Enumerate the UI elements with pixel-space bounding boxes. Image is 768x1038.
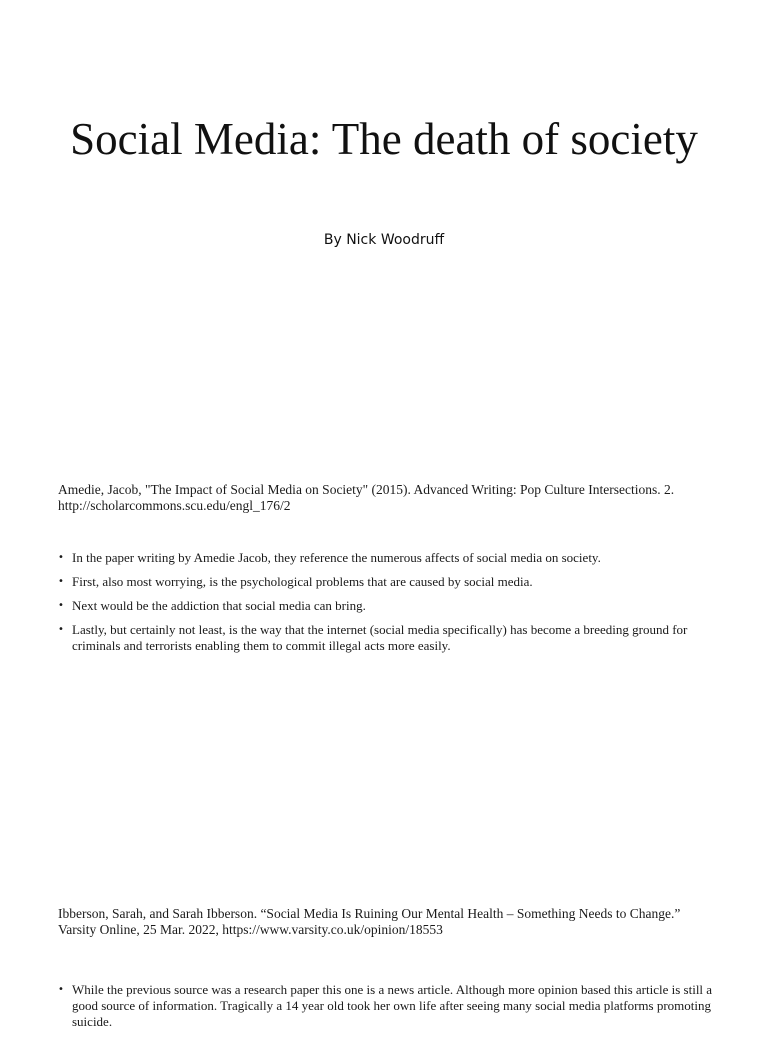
author-byline: By Nick Woodruff: [323, 232, 445, 248]
list-item: [58, 982, 718, 1030]
source-citation: Ibberson, Sarah, and Sarah Ibberson. “Social Media Is Ruining Our Mental Health – Something Needs to Change.” Varsity Online, 25 Mar. 2022, https://www.varsity.co.uk/opinion/18553: [58, 906, 681, 937]
source-summary-list: [58, 550, 718, 662]
source-summary-list: [58, 982, 718, 1038]
bullet-text: Lastly, but certainly not least, is the way that the internet (social media specifically) has become a breeding ground for criminals and terrorists enabling them to commit illegal acts more easily.: [72, 622, 688, 653]
list-item: [58, 550, 718, 566]
list-item: [58, 622, 718, 654]
bullet-icon: •: [58, 552, 64, 563]
bullet-text: Next would be the addiction that social media can bring.: [72, 598, 366, 613]
bullet-icon: •: [58, 600, 64, 611]
list-item: [58, 598, 718, 614]
bullet-text: While the previous source was a research paper this one is a news article. Although more opinion based this article is still a good source of information. Tragically a 14 year old took her own life after seeing many social media platforms promoting suicide.: [72, 982, 713, 1029]
bullet-text: First, also most worrying, is the psychological problems that are caused by social media.: [72, 574, 533, 589]
bullet-icon: •: [58, 624, 64, 635]
bullet-text: In the paper writing by Amedie Jacob, they reference the numerous affects of social media on society.: [72, 550, 601, 565]
bullet-icon: •: [58, 576, 64, 587]
page-title: Social Media: The death of society: [70, 114, 698, 164]
list-item: [58, 574, 718, 590]
source-citation: Amedie, Jacob, "The Impact of Social Media on Society" (2015). Advanced Writing: Pop Culture Intersections. 2. http://scholarcommons.scu.edu/engl_176/2: [58, 482, 675, 513]
bullet-icon: •: [58, 984, 64, 995]
